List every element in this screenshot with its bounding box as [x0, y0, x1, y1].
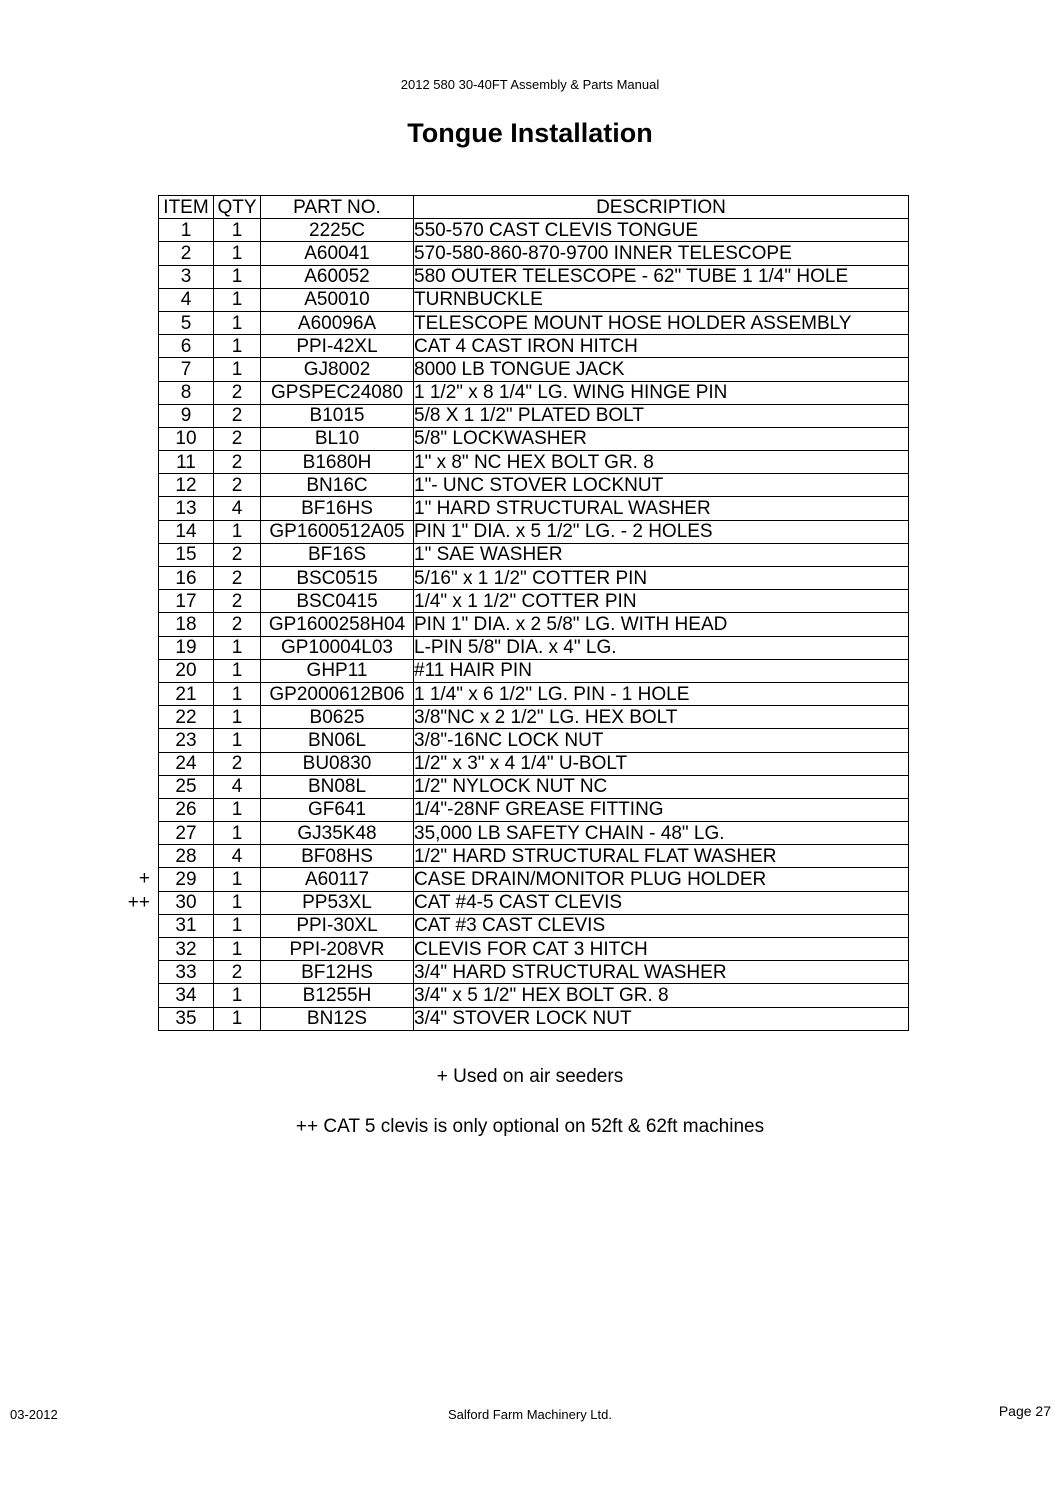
cell-item [159, 311, 214, 334]
cell-description: 1 1/2" x 8 1/4" LG. WING HINGE PIN [414, 381, 909, 404]
cell-description: 3/8"-16NC LOCK NUT [414, 729, 909, 752]
column-header-description: DESCRIPTION [414, 196, 909, 219]
cell-item [159, 706, 214, 729]
item-number: 8 [180, 382, 192, 404]
cell-description: 550-570 CAST CLEVIS TONGUE [414, 219, 909, 242]
item-number: 35 [175, 1008, 197, 1030]
item-number: 29 [175, 869, 197, 891]
cell-part-no: B1255H [261, 984, 414, 1007]
cell-qty: 2 [214, 567, 261, 590]
item-number: 34 [175, 984, 197, 1006]
cell-qty: 1 [214, 706, 261, 729]
footer-company: Salford Farm Machinery Ltd. [447, 1407, 612, 1422]
footer-page-number: Page 27 [998, 1403, 1051, 1419]
cell-description: 5/8" LOCKWASHER [414, 427, 909, 450]
footnote-marker: + [138, 868, 150, 890]
cell-description: CAT #3 CAST CLEVIS [414, 914, 909, 937]
cell-part-no: GHP11 [261, 659, 414, 682]
cell-description: L-PIN 5/8" DIA. x 4" LG. [414, 636, 909, 659]
cell-item [159, 242, 214, 265]
cell-part-no: GJ8002 [261, 358, 414, 381]
table-row [159, 543, 909, 566]
table-row [159, 752, 909, 775]
cell-qty: 1 [214, 265, 261, 288]
cell-part-no: BF08HS [261, 845, 414, 868]
cell-qty: 2 [214, 404, 261, 427]
cell-item [159, 845, 214, 868]
note-air-seeders: + Used on air seeders [436, 1066, 624, 1087]
item-number: 13 [175, 498, 197, 520]
footnote-marker: ++ [127, 891, 150, 913]
cell-qty: 1 [214, 335, 261, 358]
cell-description: TELESCOPE MOUNT HOSE HOLDER ASSEMBLY [414, 311, 909, 334]
manual-title: 2012 580 30-40FT Assembly & Parts Manual [400, 77, 660, 92]
item-number: 14 [175, 521, 197, 543]
cell-qty: 4 [214, 497, 261, 520]
cell-qty: 4 [214, 845, 261, 868]
column-header-item: ITEM [159, 196, 214, 219]
cell-part-no: BU0830 [261, 752, 414, 775]
cell-qty: 1 [214, 798, 261, 821]
cell-part-no: GPSPEC24080 [261, 381, 414, 404]
item-number: 2 [180, 242, 192, 264]
item-number: 27 [175, 822, 197, 844]
item-number: 26 [175, 799, 197, 821]
cell-qty: 2 [214, 543, 261, 566]
cell-item [159, 474, 214, 497]
table-row [159, 427, 909, 450]
cell-item [159, 729, 214, 752]
cell-item [159, 775, 214, 798]
item-number: 12 [175, 474, 197, 496]
cell-part-no: GJ35K48 [261, 822, 414, 845]
table-row [159, 288, 909, 311]
item-number: 24 [175, 753, 197, 775]
cell-description: 5/16" x 1 1/2" COTTER PIN [414, 567, 909, 590]
cell-qty: 2 [214, 474, 261, 497]
cell-description: PIN 1" DIA. x 2 5/8" LG. WITH HEAD [414, 613, 909, 636]
cell-item [159, 636, 214, 659]
item-number: 3 [180, 266, 192, 288]
cell-item [159, 335, 214, 358]
cell-part-no: GP10004L03 [261, 636, 414, 659]
cell-item [159, 265, 214, 288]
cell-item [159, 427, 214, 450]
table-row [159, 891, 909, 914]
table-row [159, 914, 909, 937]
cell-part-no: GP1600258H04 [261, 613, 414, 636]
cell-qty: 2 [214, 961, 261, 984]
cell-item [159, 938, 214, 961]
cell-description: 580 OUTER TELESCOPE - 62" TUBE 1 1/4" HOLE [414, 265, 909, 288]
cell-description: 1/4" x 1 1/2" COTTER PIN [414, 590, 909, 613]
cell-part-no: B0625 [261, 706, 414, 729]
cell-item [159, 497, 214, 520]
cell-part-no: BF12HS [261, 961, 414, 984]
table-row [159, 798, 909, 821]
cell-item [159, 752, 214, 775]
cell-qty: 1 [214, 822, 261, 845]
table-row [159, 219, 909, 242]
cell-qty: 1 [214, 311, 261, 334]
item-number: 15 [175, 544, 197, 566]
cell-item [159, 567, 214, 590]
item-number: 1 [180, 219, 192, 241]
cell-qty: 2 [214, 427, 261, 450]
cell-description: CLEVIS FOR CAT 3 HITCH [414, 938, 909, 961]
cell-description: 3/8"NC x 2 1/2" LG. HEX BOLT [414, 706, 909, 729]
table-row [159, 358, 909, 381]
page-title: Tongue Installation [407, 118, 653, 148]
cell-qty: 1 [214, 520, 261, 543]
cell-description: CASE DRAIN/MONITOR PLUG HOLDER [414, 868, 909, 891]
table-row [159, 868, 909, 891]
cell-description: CAT #4-5 CAST CLEVIS [414, 891, 909, 914]
note-cat5-clevis: ++ CAT 5 clevis is only optional on 52ft & 62ft machines [295, 1116, 765, 1137]
cell-qty: 1 [214, 242, 261, 265]
cell-description: 3/4" STOVER LOCK NUT [414, 1007, 909, 1030]
table-row [159, 613, 909, 636]
cell-qty: 1 [214, 682, 261, 705]
item-number: 6 [180, 335, 192, 357]
table-row [159, 404, 909, 427]
item-number: 16 [175, 567, 197, 589]
cell-qty: 1 [214, 219, 261, 242]
cell-part-no: BSC0415 [261, 590, 414, 613]
item-number: 5 [180, 312, 192, 334]
table-row [159, 242, 909, 265]
cell-item [159, 451, 214, 474]
cell-qty: 1 [214, 358, 261, 381]
cell-description: 1/2" HARD STRUCTURAL FLAT WASHER [414, 845, 909, 868]
item-number: 11 [176, 451, 196, 473]
cell-part-no: A60052 [261, 265, 414, 288]
cell-part-no: A60041 [261, 242, 414, 265]
cell-part-no: BN06L [261, 729, 414, 752]
cell-description: 1/2" NYLOCK NUT NC [414, 775, 909, 798]
cell-part-no: A60117 [261, 868, 414, 891]
cell-qty: 2 [214, 752, 261, 775]
cell-qty: 1 [214, 636, 261, 659]
item-number: 28 [175, 845, 197, 867]
cell-qty: 4 [214, 775, 261, 798]
cell-qty: 1 [214, 938, 261, 961]
cell-qty: 1 [214, 984, 261, 1007]
cell-qty: 1 [214, 659, 261, 682]
cell-part-no: BF16S [261, 543, 414, 566]
cell-description: #11 HAIR PIN [414, 659, 909, 682]
table-row [159, 311, 909, 334]
cell-item [159, 613, 214, 636]
cell-item [159, 381, 214, 404]
cell-item [159, 219, 214, 242]
cell-description: 1" HARD STRUCTURAL WASHER [414, 497, 909, 520]
table-row [159, 1007, 909, 1030]
cell-part-no: BN12S [261, 1007, 414, 1030]
table-row [159, 520, 909, 543]
cell-part-no: GP2000612B06 [261, 682, 414, 705]
column-header-part-no: PART NO. [261, 196, 414, 219]
table-row [159, 659, 909, 682]
table-row [159, 590, 909, 613]
table-row [159, 961, 909, 984]
cell-part-no: PPI-42XL [261, 335, 414, 358]
cell-description: 1/4"-28NF GREASE FITTING [414, 798, 909, 821]
cell-part-no: PPI-30XL [261, 914, 414, 937]
table-row [159, 636, 909, 659]
cell-item [159, 659, 214, 682]
cell-item [138, 868, 214, 891]
cell-item [159, 1007, 214, 1030]
cell-item [159, 984, 214, 1007]
cell-item [159, 822, 214, 845]
table-row [159, 381, 909, 404]
cell-item [159, 798, 214, 821]
item-number: 30 [175, 892, 197, 914]
table-row [159, 822, 909, 845]
cell-description: 5/8 X 1 1/2" PLATED BOLT [414, 404, 909, 427]
cell-qty: 1 [214, 914, 261, 937]
table-row [159, 451, 909, 474]
table-row [159, 845, 909, 868]
cell-description: 570-580-860-870-9700 INNER TELESCOPE [414, 242, 909, 265]
cell-item [127, 891, 214, 914]
parts-table [127, 195, 909, 1031]
table-row [159, 335, 909, 358]
table-row [159, 567, 909, 590]
cell-item [159, 404, 214, 427]
table-row [159, 497, 909, 520]
cell-part-no: GF641 [261, 798, 414, 821]
cell-description: TURNBUCKLE [414, 288, 909, 311]
cell-part-no: BL10 [261, 427, 414, 450]
cell-description: PIN 1" DIA. x 5 1/2" LG. - 2 HOLES [414, 520, 909, 543]
item-number: 25 [175, 776, 197, 798]
cell-part-no: BN16C [261, 474, 414, 497]
cell-qty: 1 [214, 868, 261, 891]
item-number: 20 [175, 660, 197, 682]
cell-description: 1" x 8" NC HEX BOLT GR. 8 [414, 451, 909, 474]
cell-qty: 1 [214, 729, 261, 752]
cell-part-no: PP53XL [261, 891, 414, 914]
cell-qty: 1 [214, 1007, 261, 1030]
item-number: 22 [175, 706, 197, 728]
footer-date: 03-2012 [10, 1407, 58, 1422]
table-row [159, 706, 909, 729]
cell-part-no: PPI-208VR [261, 938, 414, 961]
item-number: 10 [175, 428, 197, 450]
cell-part-no: B1015 [261, 404, 414, 427]
cell-description: 1"- UNC STOVER LOCKNUT [414, 474, 909, 497]
item-number: 17 [175, 590, 197, 612]
cell-description: 3/4" HARD STRUCTURAL WASHER [414, 961, 909, 984]
table-row [159, 265, 909, 288]
cell-item [159, 358, 214, 381]
cell-description: 8000 LB TONGUE JACK [414, 358, 909, 381]
cell-qty: 2 [214, 590, 261, 613]
cell-part-no: BF16HS [261, 497, 414, 520]
cell-item [159, 961, 214, 984]
item-number: 18 [175, 613, 197, 635]
cell-item [159, 520, 214, 543]
item-number: 23 [175, 729, 197, 751]
cell-item [159, 543, 214, 566]
cell-part-no: A60096A [261, 311, 414, 334]
table-row [159, 984, 909, 1007]
table-row [159, 775, 909, 798]
item-number: 9 [180, 405, 192, 427]
cell-item [159, 288, 214, 311]
cell-part-no: B1680H [261, 451, 414, 474]
cell-item [159, 682, 214, 705]
cell-description: 1 1/4" x 6 1/2" LG. PIN - 1 HOLE [414, 682, 909, 705]
cell-description: CAT 4 CAST IRON HITCH [414, 335, 909, 358]
cell-qty: 2 [214, 451, 261, 474]
cell-part-no: BN08L [261, 775, 414, 798]
cell-description: 35,000 LB SAFETY CHAIN - 48" LG. [414, 822, 909, 845]
item-number: 7 [180, 358, 192, 380]
cell-description: 3/4" x 5 1/2" HEX BOLT GR. 8 [414, 984, 909, 1007]
item-number: 33 [175, 961, 197, 983]
cell-item [159, 914, 214, 937]
cell-description: 1" SAE WASHER [414, 543, 909, 566]
column-header-qty: QTY [214, 196, 261, 219]
item-number: 32 [175, 938, 197, 960]
parts-table-body [127, 219, 909, 1031]
item-number: 31 [175, 915, 197, 937]
cell-qty: 1 [214, 288, 261, 311]
item-number: 4 [180, 289, 192, 311]
item-number: 21 [175, 683, 197, 705]
cell-part-no: BSC0515 [261, 567, 414, 590]
table-row [159, 682, 909, 705]
cell-qty: 1 [214, 891, 261, 914]
cell-qty: 2 [214, 613, 261, 636]
cell-part-no: A50010 [261, 288, 414, 311]
table-header-row [159, 196, 909, 219]
table-row [159, 938, 909, 961]
table-row [159, 474, 909, 497]
cell-description: 1/2" x 3" x 4 1/4" U-BOLT [414, 752, 909, 775]
cell-part-no: 2225C [261, 219, 414, 242]
table-row [159, 729, 909, 752]
item-number: 19 [175, 637, 197, 659]
cell-item [159, 590, 214, 613]
cell-qty: 2 [214, 381, 261, 404]
cell-part-no: GP1600512A05 [261, 520, 414, 543]
